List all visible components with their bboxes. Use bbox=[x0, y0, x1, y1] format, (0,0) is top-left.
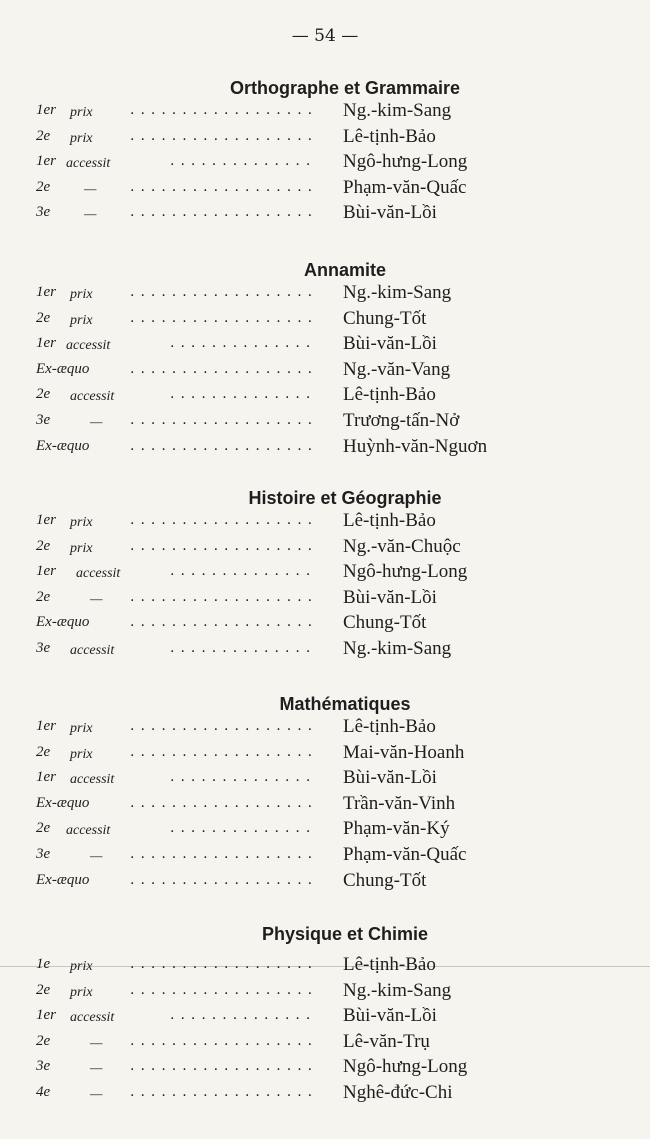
rank: 2e bbox=[36, 820, 51, 837]
section-title: Physique et Chimie bbox=[261, 924, 429, 944]
leader-dots: .................. bbox=[130, 614, 319, 631]
award: prix bbox=[70, 746, 93, 762]
student-name: Lê-tịnh-Bảo bbox=[343, 716, 436, 737]
award: — bbox=[90, 414, 103, 430]
leader-dots: .................. bbox=[130, 360, 319, 377]
student-name: Ngô-hưng-Long bbox=[343, 151, 468, 173]
student-name: Ng.-kim-Sang bbox=[343, 100, 452, 121]
award: prix bbox=[70, 721, 93, 736]
rank: 3e bbox=[36, 204, 51, 221]
list-item bbox=[0, 742, 650, 768]
student-name: Trương-tấn-Nở bbox=[343, 409, 460, 431]
leader-dots: .................. bbox=[130, 284, 319, 300]
student-name: Bùi-văn-Lồi bbox=[343, 202, 437, 224]
student-name: Trần-văn-Vinh bbox=[343, 792, 456, 814]
list-item bbox=[0, 100, 650, 126]
rank: 1er bbox=[36, 1007, 56, 1024]
list-item bbox=[0, 1005, 650, 1031]
leader-dots: .................. bbox=[130, 794, 319, 811]
list-item bbox=[0, 870, 650, 896]
award: accessit bbox=[66, 338, 111, 354]
list-item bbox=[0, 333, 650, 359]
award: accessit bbox=[70, 642, 115, 658]
section-title: Annamite bbox=[303, 260, 386, 280]
rank: 1er bbox=[36, 718, 56, 734]
leader-dots: .................. bbox=[130, 204, 319, 221]
award: — bbox=[90, 591, 103, 607]
award: — bbox=[90, 1035, 103, 1051]
list-item bbox=[0, 638, 650, 664]
list-item bbox=[0, 177, 650, 203]
award: accessit bbox=[76, 566, 121, 582]
award: prix bbox=[70, 959, 93, 974]
award: — bbox=[90, 1061, 103, 1077]
list-item bbox=[0, 510, 650, 536]
award: prix bbox=[70, 105, 93, 120]
list-item bbox=[0, 954, 650, 980]
leader-dots: .............. bbox=[170, 769, 317, 786]
rank: 1er bbox=[36, 102, 56, 118]
leader-dots: .................. bbox=[130, 127, 319, 144]
rank: 2e bbox=[36, 981, 51, 998]
student-name: Bùi-văn-Lồi bbox=[343, 333, 437, 355]
student-name: Ng.-kim-Sang bbox=[343, 282, 452, 303]
list-item bbox=[0, 612, 650, 638]
student-name: Mai-văn-Hoanh bbox=[343, 741, 465, 763]
rank: Ex-æquo bbox=[36, 871, 90, 888]
student-name: Ng.-văn-Chuộc bbox=[343, 535, 461, 557]
student-name: Ngô-hưng-Long bbox=[343, 561, 468, 583]
award: accessit bbox=[70, 1010, 115, 1026]
list-item bbox=[0, 436, 650, 462]
student-name: Lê-tịnh-Bảo bbox=[343, 510, 436, 531]
rank: 2e bbox=[36, 309, 51, 326]
list-item bbox=[0, 818, 650, 844]
list-item bbox=[0, 980, 650, 1006]
rank: 2e bbox=[36, 1032, 51, 1049]
leader-dots: .................. bbox=[130, 845, 319, 862]
rank: 2e bbox=[36, 127, 51, 144]
award: accessit bbox=[70, 389, 115, 405]
rank: Ex-æquo bbox=[36, 794, 90, 811]
list-item bbox=[0, 587, 650, 613]
student-name: Chung-Tốt bbox=[343, 869, 427, 891]
rank: 1er bbox=[36, 563, 56, 580]
leader-dots: .............. bbox=[170, 820, 317, 837]
rank: 1er bbox=[36, 284, 56, 300]
student-name: Phạm-văn-Quấc bbox=[343, 843, 467, 865]
rank: 1er bbox=[36, 335, 56, 352]
award: — bbox=[84, 207, 97, 223]
list-item bbox=[0, 536, 650, 562]
section-title: Orthographe et Grammaire bbox=[229, 78, 461, 98]
rank: 2e bbox=[36, 537, 51, 554]
list-item bbox=[0, 793, 650, 819]
list-item bbox=[0, 561, 650, 587]
list-item bbox=[0, 1031, 650, 1057]
section-physique-chimie bbox=[0, 922, 650, 1108]
leader-dots: .................. bbox=[130, 588, 319, 605]
section-annamite bbox=[0, 258, 650, 461]
section-histoire-geographie bbox=[0, 486, 650, 664]
leader-dots: .................. bbox=[130, 1058, 319, 1075]
student-name: Lê-tịnh-Bảo bbox=[343, 125, 436, 147]
rank: Ex-æquo bbox=[36, 437, 90, 454]
student-name: Nghê-đức-Chi bbox=[343, 1081, 453, 1103]
list-item bbox=[0, 126, 650, 152]
award: accessit bbox=[66, 156, 111, 172]
student-name: Phạm-văn-Quấc bbox=[343, 176, 467, 198]
award: accessit bbox=[66, 823, 111, 839]
award: accessit bbox=[70, 772, 115, 788]
student-name: Chung-Tốt bbox=[343, 612, 427, 634]
student-name: Bùi-văn-Lồi bbox=[343, 586, 437, 608]
student-name: Lê-văn-Trụ bbox=[343, 1030, 430, 1052]
section-orthographe bbox=[0, 76, 650, 228]
student-name: Ngô-hưng-Long bbox=[343, 1056, 468, 1078]
student-name: Ng.-văn-Vang bbox=[343, 358, 451, 380]
list-item bbox=[0, 844, 650, 870]
student-name: Ng.-kim-Sang bbox=[343, 637, 452, 659]
leader-dots: .................. bbox=[130, 178, 319, 195]
section-title: Histoire et Géographie bbox=[248, 488, 442, 508]
list-item bbox=[0, 359, 650, 385]
award: — bbox=[90, 848, 103, 864]
student-name: Huỳnh-văn-Nguơn bbox=[343, 435, 488, 457]
rank: 3e bbox=[36, 639, 51, 656]
award: prix bbox=[70, 984, 93, 1000]
list-item bbox=[0, 410, 650, 436]
leader-dots: .................. bbox=[130, 956, 319, 972]
rank: 3e bbox=[36, 411, 51, 428]
list-item bbox=[0, 1082, 650, 1108]
rank: Ex-æquo bbox=[36, 614, 90, 631]
rank: 1e bbox=[36, 956, 51, 972]
leader-dots: .............. bbox=[170, 386, 317, 403]
leader-dots: .................. bbox=[130, 411, 319, 428]
student-name: Phạm-văn-Ký bbox=[343, 818, 450, 840]
award: prix bbox=[70, 312, 93, 328]
leader-dots: .............. bbox=[170, 639, 317, 656]
award: — bbox=[84, 181, 97, 197]
rank: 2e bbox=[36, 386, 51, 403]
leader-dots: .................. bbox=[130, 981, 319, 998]
leader-dots: .................. bbox=[130, 718, 319, 734]
rank: 4e bbox=[36, 1083, 51, 1100]
student-name: Bùi-văn-Lồi bbox=[343, 1005, 437, 1027]
rank: 1er bbox=[36, 153, 56, 170]
list-item bbox=[0, 282, 650, 308]
list-item bbox=[0, 716, 650, 742]
rank: 2e bbox=[36, 588, 51, 605]
award: prix bbox=[70, 130, 93, 146]
award: prix bbox=[70, 515, 93, 530]
student-name: Lê-tịnh-Bảo bbox=[343, 954, 436, 975]
student-name: Ng.-kim-Sang bbox=[343, 979, 452, 1001]
rank: 2e bbox=[36, 178, 51, 195]
award: prix bbox=[70, 540, 93, 556]
leader-dots: .................. bbox=[130, 743, 319, 760]
leader-dots: .............. bbox=[170, 1007, 317, 1024]
list-item bbox=[0, 1056, 650, 1082]
rank: 3e bbox=[36, 845, 51, 862]
leader-dots: .................. bbox=[130, 437, 319, 454]
list-item bbox=[0, 202, 650, 228]
leader-dots: .................. bbox=[130, 102, 319, 118]
rank: 1er bbox=[36, 512, 56, 528]
list-item bbox=[0, 151, 650, 177]
student-name: Lê-tịnh-Bảo bbox=[343, 384, 436, 406]
leader-dots: .................. bbox=[130, 537, 319, 554]
leader-dots: .................. bbox=[130, 871, 319, 888]
rank: Ex-æquo bbox=[36, 360, 90, 377]
list-item bbox=[0, 308, 650, 334]
list-item bbox=[0, 767, 650, 793]
list-item bbox=[0, 384, 650, 410]
section-title: Mathématiques bbox=[279, 694, 411, 714]
leader-dots: .................. bbox=[130, 1032, 319, 1049]
rank: 3e bbox=[36, 1058, 51, 1075]
leader-dots: .................. bbox=[130, 309, 319, 326]
leader-dots: .............. bbox=[170, 563, 317, 580]
leader-dots: .................. bbox=[130, 1083, 319, 1100]
leader-dots: .............. bbox=[170, 335, 317, 352]
award: prix bbox=[70, 287, 93, 302]
rank: 2e bbox=[36, 743, 51, 760]
student-name: Bùi-văn-Lồi bbox=[343, 767, 437, 789]
leader-dots: .............. bbox=[170, 153, 317, 170]
page-number: — 54 — bbox=[291, 26, 359, 46]
rank: 1er bbox=[36, 769, 56, 786]
leader-dots: .................. bbox=[130, 512, 319, 528]
award: — bbox=[90, 1086, 103, 1102]
student-name: Chung-Tốt bbox=[343, 307, 427, 329]
section-mathematiques bbox=[0, 692, 650, 895]
